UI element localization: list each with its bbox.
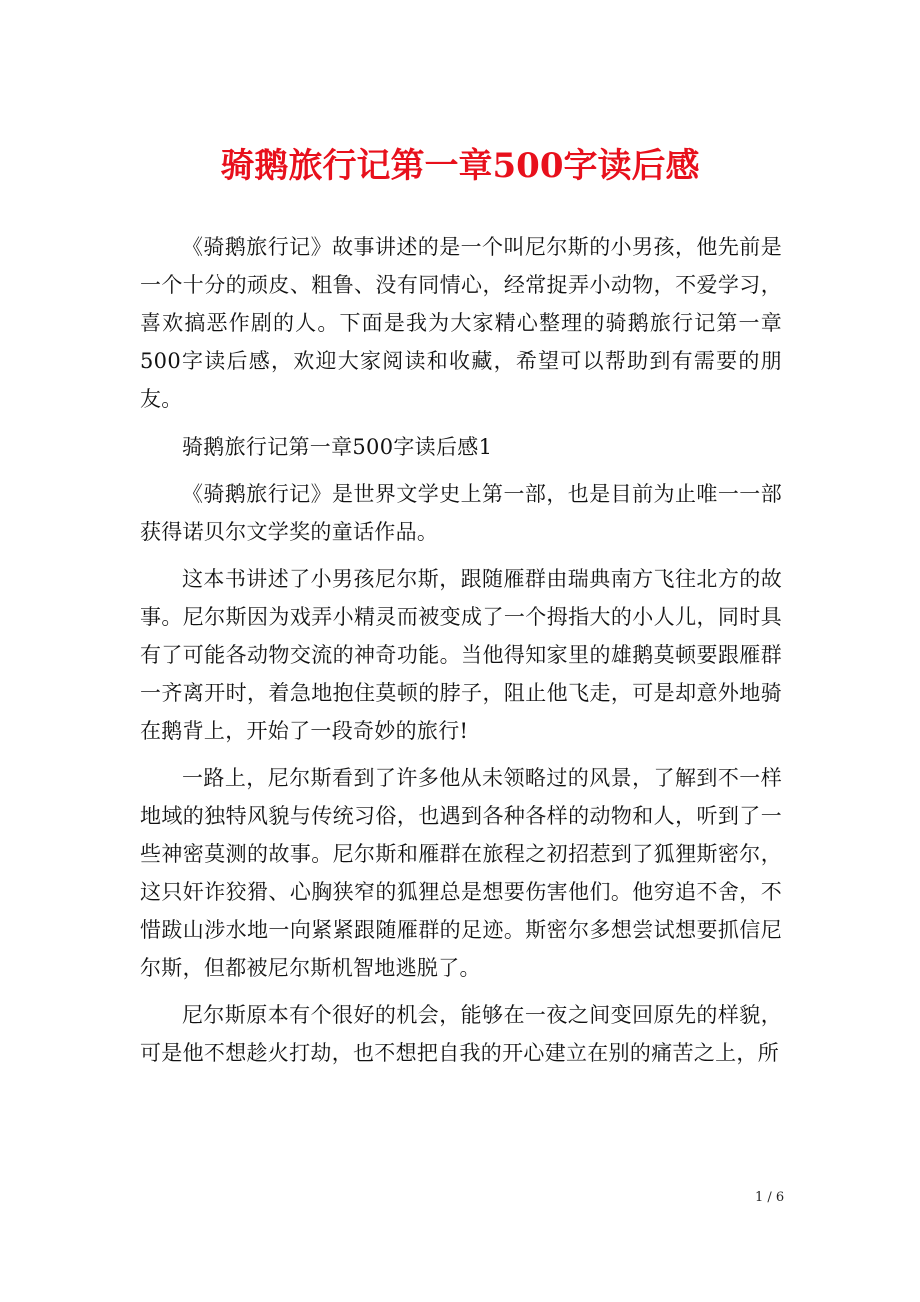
document-title: 骑鹅旅行记第一章500字读后感 — [220, 146, 700, 186]
paragraph-intro: 《骑鹅旅行记》故事讲述的是一个叫尼尔斯的小男孩，他先前是一个十分的顽皮、粗鲁、没有同情心，经常捉弄小动物，不爱学习，喜欢搞恶作剧的人。下面是我为大家精心整理的骑鹅旅行记第一章500字读后感，欢迎大家阅读和收藏，希望可以帮助到有需要的朋友。 — [140, 235, 782, 411]
page-number: 1 / 6 — [755, 1190, 785, 1205]
paragraph-2: 这本书讲述了小男孩尼尔斯，跟随雁群由瑞典南方飞往北方的故事。尼尔斯因为戏弄小精灵而被变成了一个拇指大的小人儿，同时具有了可能各动物交流的神奇功能。当他得知家里的雄鹅莫顿要跟雁群一齐离开时，着急地抱住莫顿的脖子，阻止他飞走，可是却意外地骑在鹅背上，开始了一段奇妙的旅行! — [140, 567, 782, 743]
document-body — [140, 228, 782, 1072]
paragraph-3: 一路上，尼尔斯看到了许多他从未领略过的风景，了解到不一样地域的独特风貌与传统习俗，也遇到各种各样的动物和人，听到了一些神密莫测的故事。尼尔斯和雁群在旅程之初招惹到了狐狸斯密尔，这只奸诈狡猾、心胸狭窄的狐狸总是想要伤害他们。他穷追不舍，不惜跋山涉水地一向紧紧跟随雁群的足迹。斯密尔多想尝试想要抓信尼尔斯，但都被尼尔斯机智地逃脱了。 — [140, 766, 782, 980]
paragraph-4: 尼尔斯原本有个很好的机会，能够在一夜之间变回原先的样貌，可是他不想趁火打劫，也不想把自我的开心建立在别的痛苦之上，所 — [140, 1003, 782, 1065]
paragraph-1: 《骑鹅旅行记》是世界文学史上第一部，也是目前为止唯一一部获得诺贝尔文学奖的童话作品。 — [140, 482, 782, 544]
paragraph-heading-1: 骑鹅旅行记第一章500字读后感1 — [182, 435, 493, 459]
